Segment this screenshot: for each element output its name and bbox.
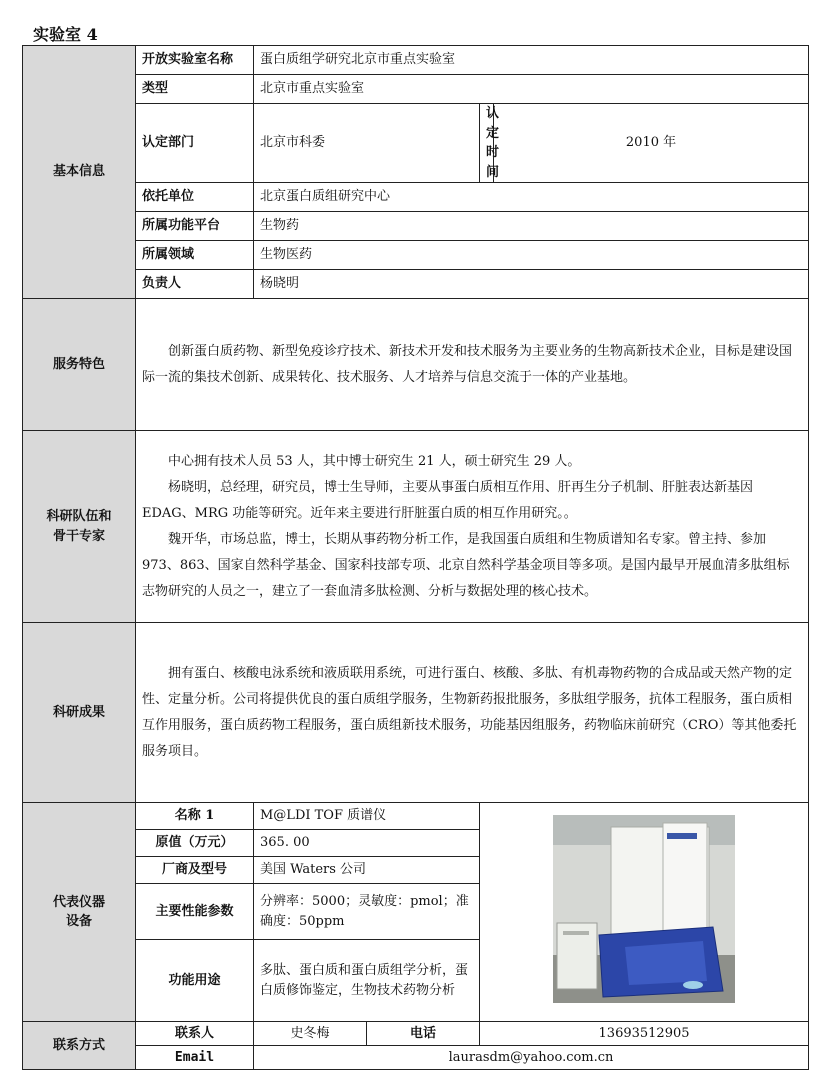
contact-section-label: 联系方式	[23, 1022, 136, 1070]
equip-name-value: M@LDI TOF 质谱仪	[254, 803, 480, 830]
dept-label: 认定部门	[136, 104, 254, 183]
results-text: 拥有蛋白、核酸电泳系统和液质联用系统，可进行蛋白、核酸、多肽、有机毒物药物的合成品或天然产物的定性、定量分析。公司将提供优良的蛋白质组学服务，生物新药报批服务，多肽组学服务，抗体工程服务，蛋白质相互作用服务，蛋白质药物工程服务，蛋白质组新技术服务，功能基因组服务，药物临床前研究（CRO）等其他委托服务项目。	[142, 665, 797, 759]
team-section-label-line2: 骨干专家	[52, 528, 105, 544]
equip-maker-label: 厂商及型号	[136, 857, 254, 884]
equip-perf-value: 分辨率：5000；灵敏度：pmol；准确度：50ppm	[254, 884, 480, 940]
equip-perf-label: 主要性能参数	[136, 884, 254, 940]
equip-name-label: 名称 1	[136, 803, 254, 830]
unit-value: 北京蛋白质组研究中心	[254, 183, 809, 212]
equipment-section-label	[23, 803, 136, 1022]
team-text-cell	[136, 431, 809, 623]
equipment-photo-cell	[480, 803, 809, 1022]
mass-spectrometer-illustration	[553, 815, 735, 1003]
platform-value: 生物药	[254, 212, 809, 241]
team-section-label	[23, 431, 136, 623]
team-paragraph-1: 中心拥有技术人员 53 人，其中博士研究生 21 人，硕士研究生 29 人。	[168, 453, 581, 469]
contact-person-value: 史冬梅	[254, 1022, 367, 1046]
contact-email-label: Email	[136, 1046, 254, 1070]
time-value: 2010 年	[494, 104, 809, 183]
contact-phone-value: 13693512905	[480, 1022, 809, 1046]
page-title: 实验室 4	[33, 25, 98, 44]
equip-price-label: 原值（万元）	[136, 830, 254, 857]
type-label: 类型	[136, 75, 254, 104]
basic-section-label: 基本信息	[23, 46, 136, 299]
platform-label: 所属功能平台	[136, 212, 254, 241]
mass-spectrometer-photo	[553, 815, 735, 1003]
field-label: 所属领域	[136, 241, 254, 270]
equip-price-value: 365. 00	[254, 830, 480, 857]
service-text: 创新蛋白质药物、新型免疫诊疗技术、新技术开发和技术服务为主要业务的生物高新技术企业，目标是建设国际一流的集技术创新、成果转化、技术服务、人才培养与信息交流于一体的产业基地。	[142, 343, 793, 385]
results-section-label: 科研成果	[23, 623, 136, 803]
contact-phone-label: 电话	[367, 1022, 480, 1046]
field-value: 生物医药	[254, 241, 809, 270]
team-section-label-line1: 科研队伍和	[46, 509, 112, 524]
equip-maker-value: 美国 Waters 公司	[254, 857, 480, 884]
team-paragraph-3: 魏开华，市场总监，博士，长期从事药物分析工作，是我国蛋白质组和生物质谱知名专家。曾主持、参加 973、863、国家自然科学基金、国家科技部专项、北京自然科学基金项目等多项。是国内最早开展血清多肽组标志物研究的人员之一，建立了一套血清多肽检测、分析与数据处理的核心技术。	[142, 531, 790, 599]
lab-name-label: 开放实验室名称	[136, 46, 254, 75]
lab-info-table	[22, 45, 809, 1070]
leader-label: 负责人	[136, 270, 254, 299]
service-section-label: 服务特色	[23, 299, 136, 431]
type-value: 北京市重点实验室	[254, 75, 809, 104]
lab-name-value: 蛋白质组学研究北京市重点实验室	[254, 46, 809, 75]
results-text-cell	[136, 623, 809, 803]
contact-email-value: laurasdm@yahoo.com.cn	[254, 1046, 809, 1070]
dept-value: 北京市科委	[254, 104, 480, 183]
equip-func-label: 功能用途	[136, 940, 254, 1022]
equipment-section-label-line1: 代表仪器	[52, 894, 105, 910]
unit-label: 依托单位	[136, 183, 254, 212]
contact-person-label: 联系人	[136, 1022, 254, 1046]
time-label: 认定时间	[480, 104, 494, 183]
equip-func-value: 多肽、蛋白质和蛋白质组学分析，蛋白质修饰鉴定，生物技术药物分析	[254, 940, 480, 1022]
service-text-cell	[136, 299, 809, 431]
team-paragraph-2: 杨晓明，总经理，研究员，博士生导师，主要从事蛋白质相互作用、肝再生分子机制、肝脏表达新基因 EDAG、MRG 功能等研究。近年来主要进行肝脏蛋白质的相互作用研究。。	[142, 479, 754, 521]
equipment-section-label-line2: 设备	[65, 914, 92, 929]
leader-value: 杨晓明	[254, 270, 809, 299]
